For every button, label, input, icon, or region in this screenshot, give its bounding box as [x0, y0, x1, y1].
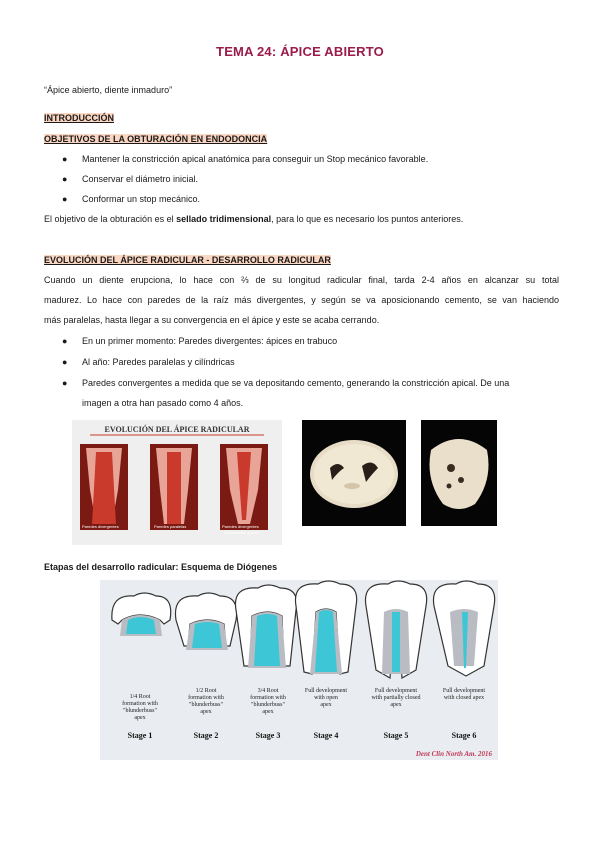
open-apex-photo: [302, 420, 406, 526]
list-item-text: Mantener la constricción apical anatómica para conseguir un Stop mecánico favorable.: [82, 154, 429, 164]
tooth-stage-5: [365, 581, 426, 678]
stage-description: with closed apex: [443, 695, 485, 701]
diogenes-scheme-figure: [100, 580, 498, 760]
objetivo-paragraph: [44, 213, 463, 225]
objetivo-text-bold: sellado tridimensional: [176, 214, 272, 224]
bullet-icon: ●: [62, 378, 68, 388]
stage-name: Stage 3: [255, 731, 281, 740]
evolucion-line-3: más paralelas, hasta llegar a su convergencia en el ápice y este se acaba cerrando.: [44, 315, 380, 325]
stage-description: apex: [134, 715, 146, 721]
stage-name: Stage 5: [383, 731, 409, 740]
figure-caption: Paredes divergentes: [222, 524, 259, 529]
list-item-text: En un primer momento: Paredes divergentes: ápices en trabuco: [82, 336, 338, 346]
stage-description: formation with: [122, 701, 158, 707]
stage-description: "blunderbuss": [123, 708, 157, 714]
evolucion-line-1: Cuando un diente erupciona, lo hace con ⅔ de su longitud radicular final, tarda 2-4 años en alcanzar su total: [44, 275, 559, 285]
tooth-stage-3: [235, 585, 296, 668]
stage-description: apex: [262, 709, 274, 715]
page-title: TEMA 24: ÁPICE ABIERTO: [216, 44, 384, 59]
stage-description: formation with: [250, 695, 286, 701]
tooth-illustration: [150, 444, 198, 530]
evolucion-heading: EVOLUCIÓN DEL ÁPICE RADICULAR - DESARROLLO RADICULAR: [44, 255, 331, 265]
stage-description: with partially closed: [371, 695, 421, 701]
objetivos-heading-wrap: [44, 133, 267, 145]
stage-description: Full development: [304, 688, 348, 694]
list-item-text: Conservar el diámetro inicial.: [82, 174, 199, 184]
etapas-heading: Etapas del desarrollo radicular: Esquema de Diógenes: [44, 562, 278, 572]
stage-description: "blunderbuss": [251, 702, 285, 708]
stage-name: Stage 1: [127, 731, 153, 740]
list-item-text: imagen a otra han pasado como 4 años.: [82, 398, 244, 408]
evolucion-line-2: madurez. Lo hace con paredes de la raíz más divergentes, y según se va aposicionando cemento, se van haciendo: [44, 295, 559, 305]
stage-description: apex: [200, 709, 212, 715]
objetivo-text-pre: El objetivo de la obturación es el: [44, 214, 177, 224]
tooth-stage-2: [175, 593, 236, 650]
bullet-icon: ●: [62, 357, 68, 367]
bullet-icon: ●: [62, 174, 68, 184]
stage-description: Full development: [442, 688, 486, 694]
list-item-text: Conformar un stop mecánico.: [82, 194, 201, 204]
bullet-icon: ●: [62, 194, 68, 204]
evolucion-heading-wrap: [44, 254, 331, 266]
apex-evolution-figure: [72, 420, 282, 545]
intro-heading: INTRODUCCIÓN: [44, 113, 114, 123]
bullet-icon: ●: [62, 154, 68, 164]
list-item-text: Paredes convergentes a medida que se va depositando cemento, generando la constricción apical. De una: [82, 378, 510, 388]
figure-source: Dent Clin North Am. 2016: [415, 750, 492, 758]
stage-description: formation with: [188, 695, 224, 701]
stage-description: "blunderbuss": [189, 702, 223, 708]
tooth-illustration: [220, 444, 268, 535]
stage-name: Stage 4: [313, 731, 339, 740]
closed-apex-photo: [421, 420, 497, 526]
tooth-stage-4: [295, 581, 356, 674]
stage-description: 1/4 Root: [129, 694, 151, 700]
stage-description: 3/4 Root: [257, 688, 279, 694]
figure-heading: EVOLUCIÓN DEL ÁPICE RADICULAR: [104, 425, 250, 434]
figure-caption: Paredes paralelas: [154, 524, 187, 529]
tooth-illustration: [80, 444, 128, 530]
list-item-text: Al año: Paredes paralelas y cilíndricas: [82, 357, 235, 367]
figure-caption: Constricción apical: [224, 530, 258, 535]
stage-description: 1/2 Root: [195, 688, 217, 694]
stage-name: Stage 6: [451, 731, 477, 740]
figure-caption: Paredes divergentes: [82, 524, 119, 529]
bullet-icon: ●: [62, 336, 68, 346]
stage-description: apex: [320, 702, 332, 708]
intro-heading-wrap: [44, 112, 114, 124]
stage-description: Full development: [374, 688, 418, 694]
objetivo-text-post: , para lo que es necesario los puntos anteriores.: [271, 214, 464, 224]
objetivos-heading: OBJETIVOS DE LA OBTURACIÓN EN ENDODONCIA: [44, 134, 268, 144]
stage-description: with open: [314, 695, 338, 701]
subtitle-quote: “Ápice abierto, diente inmaduro”: [44, 85, 173, 95]
stage-name: Stage 2: [193, 731, 219, 740]
stage-description: apex: [390, 702, 402, 708]
